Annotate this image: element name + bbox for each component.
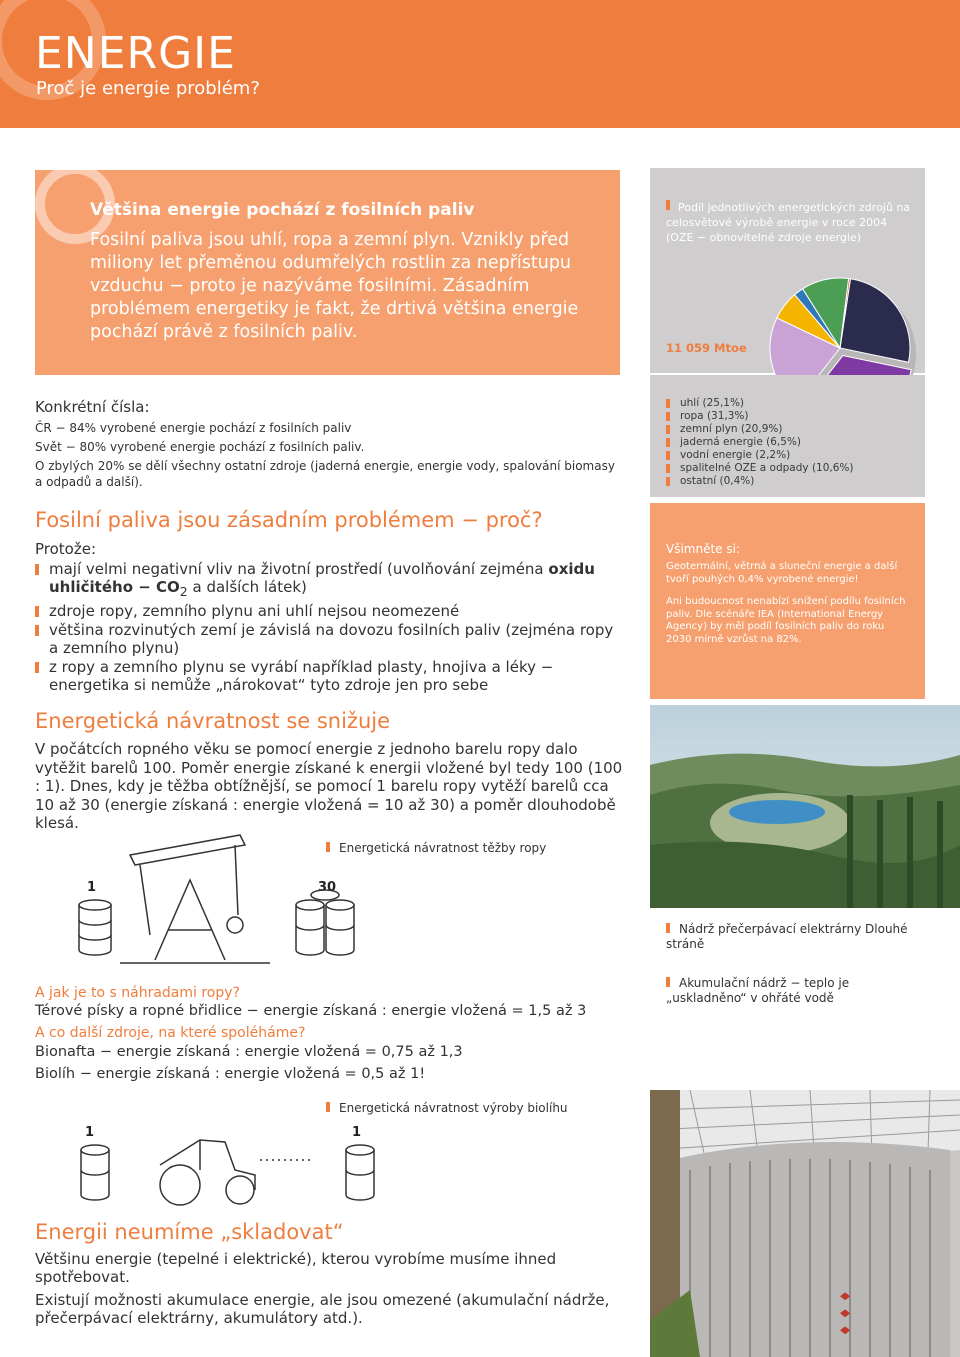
list-item: z ropy a zemního plynu se vyrábí například plasty, hnojiva a léky − energetika si nemůže „nárokovat“ tyto zdroje jen pro sebe xyxy=(35,658,625,694)
item-text: mají velmi negativní vliv na životní prostředí (uvolňování zejména xyxy=(49,560,549,578)
bullet-icon xyxy=(666,200,670,210)
bio-right-number: 1 xyxy=(352,1125,362,1140)
accumulation-tank-photo xyxy=(650,1090,960,1357)
numbers-text xyxy=(35,420,615,493)
page-title: ENERGIE xyxy=(35,28,236,79)
numbers-line-cr: ČR − 84% vyrobené energie pochází z fosilních paliv xyxy=(35,421,352,435)
tractor-illustration xyxy=(60,1120,400,1215)
list-item xyxy=(35,560,625,601)
legend-item: spalitelné OZE a odpady (10,6%) xyxy=(666,462,854,475)
item-subscript: 2 xyxy=(179,584,188,599)
fossil-heading: Fosilní paliva jsou zásadním problémem − proč? xyxy=(35,508,543,532)
item-text: a dalších látek) xyxy=(187,578,307,596)
legend-item: vodní energie (2,2%) xyxy=(666,449,854,462)
numbers-heading: Konkrétní čísla: xyxy=(35,398,150,416)
legend-item: uhlí (25,1%) xyxy=(666,397,854,410)
list-item: většina rozvinutých zemí je závislá na dovozu fosilních paliv (zejména ropy a zemního plynu) xyxy=(35,621,625,657)
reservoir-caption: Nádrž přečerpávací elektrárny Dlouhé stráně xyxy=(666,922,916,952)
list-item: zdroje ropy, zemního plynu ani uhlí nejsou neomezené xyxy=(35,602,625,620)
note-paragraph: Geotermální, větrná a sluneční energie a další tvoří pouhých 0,4% vyrobené energie! xyxy=(666,561,898,585)
fossil-list xyxy=(35,560,625,695)
reservoir-photo xyxy=(650,705,960,908)
bio-left-number: 1 xyxy=(85,1125,95,1140)
item-bold: oxidu uhličitého − CO xyxy=(49,560,595,596)
oil-left-number: 1 xyxy=(87,880,97,895)
answer-substitutes: Térové písky a ropné břidlice − energie získaná : energie vložená = 1,5 až 3 xyxy=(35,1003,587,1019)
note-paragraph: Ani budoucnost nenabízí snížení podílu fosilních paliv. Dle scénáře IEA (International Energy Agency) by měl podíl fosilních paliv do roku 2030 mírně vzrůst na 82%. xyxy=(666,596,906,645)
oil-right-number: 30 xyxy=(318,880,337,895)
bioethanol-ratio: Biolíh − energie získaná : energie vložená = 0,5 až 1! xyxy=(35,1066,426,1082)
intro-heading: Většina energie pochází z fosilních paliv xyxy=(90,200,475,220)
legend-item: ropa (31,3%) xyxy=(666,410,854,423)
question-other-sources: A co další zdroje, na které spoléháme? xyxy=(35,1025,306,1041)
tank-caption: Akumulační nádrž − teplo je „uskladněno“ v ohřáté vodě xyxy=(666,976,916,1006)
storage-paragraph: Většinu energie (tepelné i elektrické), kterou vyrobíme musíme ihned spotřebovat. xyxy=(35,1250,557,1286)
bio-illustration-caption: Energetická návratnost výroby biolíhu xyxy=(326,1101,568,1116)
page-subtitle: Proč je energie problém? xyxy=(36,78,260,99)
oil-pump-illustration xyxy=(60,825,380,975)
question-substitutes: A jak je to s náhradami ropy? xyxy=(35,985,240,1001)
biodiesel-ratio: Bionafta − energie získaná : energie vložená = 0,75 až 1,3 xyxy=(35,1044,463,1060)
return-text: V počátcích ropného věku se pomocí energie z jednoho barelu ropy dalo vytěžit barelů 100. Poměr energie získané k energii vložené byl tedy 100 (100 : 1). Dnes, kdy je těžba obtížnější, se pomocí 1 barelu ropy vytěží barelů cca 10 až 30 (energie získaná : energie vložená = 10 až 30) a poměr dlouhodobě klesá. xyxy=(35,740,623,832)
legend-item: ostatní (0,4%) xyxy=(666,475,854,488)
numbers-line-other: O zbylých 20% se dělí všechny ostatní zdroje (jaderná energie, energie vody, spalování biomasy a odpadů a další). xyxy=(35,459,615,489)
chart-total: 11 059 Mtoe xyxy=(666,341,747,355)
intro-text: Fosilní paliva jsou uhlí, ropa a zemní plyn. Vznikly před miliony let přeměnou odumřelých rostlin za nepřístupu vzduchu − proto je nazýváme fosilními. Zásadním problémem energetiky je fakt, že drtivá většina energie pochází právě z fosilních paliv. xyxy=(90,230,579,342)
pie-slice xyxy=(840,279,910,362)
numbers-line-world: Svět − 80% vyrobené energie pochází z fosilních paliv. xyxy=(35,440,365,454)
storage-text xyxy=(35,1250,615,1332)
storage-heading: Energii neumíme „skladovat“ xyxy=(35,1220,344,1244)
note-heading: Všimněte si: xyxy=(666,542,741,556)
return-heading: Energetická návratnost se snižuje xyxy=(35,709,391,733)
chart-title-text: Podíl jednotlivých energetických zdrojů na celosvětové výrobě energie v roce 2004 (OZE − obnovitelné zdroje energie) xyxy=(666,201,911,244)
storage-paragraph: Existují možnosti akumulace energie, ale jsou omezené (akumulační nádrže, přečerpávací elektrárny, akumulátory atd.). xyxy=(35,1291,610,1327)
legend-item: jaderná energie (6,5%) xyxy=(666,436,854,449)
legend-item: zemní plyn (20,9%) xyxy=(666,423,854,436)
svg-text:♦ ♦ ♦: ♦ ♦ ♦ xyxy=(836,1290,852,1337)
oil-illustration-caption: Energetická návratnost těžby ropy xyxy=(326,841,546,856)
chart-title xyxy=(666,200,916,245)
fossil-lead: Protože: xyxy=(35,540,97,558)
chart-legend xyxy=(666,397,854,488)
note-text xyxy=(666,561,911,656)
intro-box xyxy=(35,170,620,375)
